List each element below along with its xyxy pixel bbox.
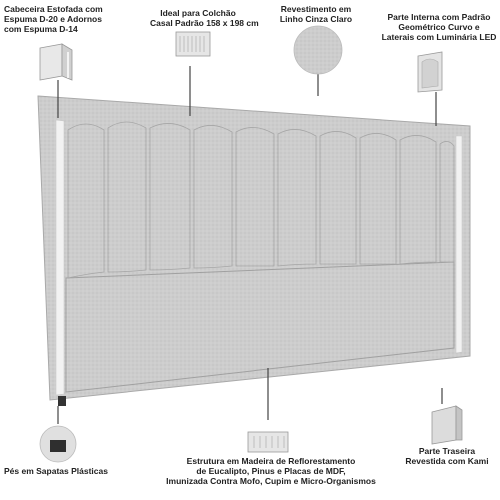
caption-back: Parte Traseira Revestida com Kami <box>405 446 489 466</box>
left-led-strip <box>56 120 64 395</box>
thumb-fabric-swatch <box>294 26 342 74</box>
thumb-interior <box>418 52 442 92</box>
caption-feet: Pés em Sapatas Plásticas <box>4 466 108 476</box>
left-foot <box>58 396 66 406</box>
right-led-strip <box>456 136 462 353</box>
thumb-back <box>432 406 462 444</box>
caption-mattress: Ideal para Colchão Casal Padrão 158 x 198 cm <box>150 8 259 28</box>
caption-interior: Parte Interna com Padrão Geométrico Curvo e Laterais com Luminária LED <box>381 12 497 42</box>
vertical-channels <box>68 122 454 278</box>
thumb-corner-detail <box>40 44 72 80</box>
thumb-structure <box>248 432 288 452</box>
caption-top-left: Cabeceira Estofada com Espuma D-20 e Adornos com Espuma D-14 <box>4 4 103 34</box>
caption-fabric: Revestimento em Linho Cinza Claro <box>279 4 353 24</box>
caption-structure: Estrutura em Madeira de Reflorestamento de Eucalipto, Pinus e Placas de MDF, Imunizada Contra Mofo, Cupim e Micro-Organismos <box>166 456 376 486</box>
thumb-mattress <box>176 32 210 56</box>
